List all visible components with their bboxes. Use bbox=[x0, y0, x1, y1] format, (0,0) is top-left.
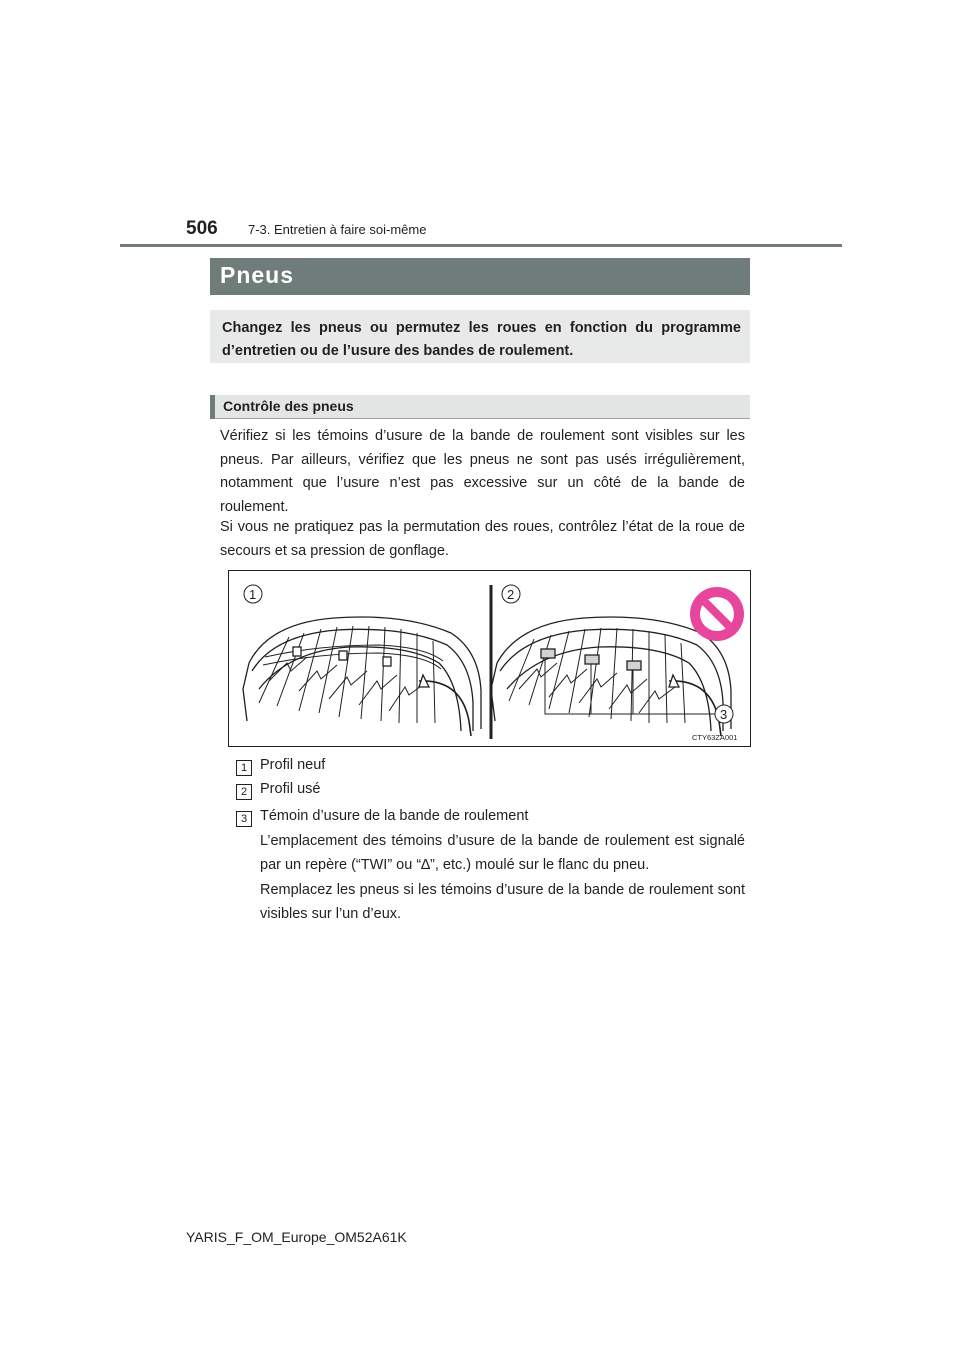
subsection-title: Contrôle des pneus bbox=[223, 398, 354, 414]
prohibition-icon bbox=[690, 587, 744, 641]
title-bar bbox=[210, 258, 750, 295]
subsection-accent bbox=[210, 395, 215, 419]
legend-label: Témoin d’usure de la bande de roulement bbox=[260, 808, 529, 824]
callout-2-label: 2 bbox=[507, 587, 515, 602]
legend-number: 3 bbox=[236, 811, 252, 827]
page-title: Pneus bbox=[220, 262, 295, 288]
legend-label: Profil usé bbox=[260, 781, 321, 797]
page-number: 506 bbox=[186, 218, 218, 239]
tire-diagram bbox=[229, 571, 750, 746]
callout-3-label: 3 bbox=[720, 707, 728, 722]
legend-number: 2 bbox=[236, 784, 252, 800]
replace-tires-text: Remplacez les pneus si les témoins d’usure de la bande de roulement sont visibles sur l’un d’eux. bbox=[260, 882, 745, 922]
paragraph-spare-tire: Si vous ne pratiquez pas la permutation des roues, contrôlez l’état de la roue de secours et sa pression de gonflage. bbox=[220, 519, 745, 559]
footer-doc-id: YARIS_F_OM_Europe_OM52A61K bbox=[186, 1229, 407, 1245]
paragraph-tire-check: Vérifiez si les témoins d’usure de la bande de roulement sont visibles sur les pneus. Par ailleurs, vérifiez que les pneus ne sont pas usés irrégulièrement, notamment que l’usure n’est pas excessive sur un côté de la bande de roulement. bbox=[220, 428, 745, 515]
legend-number: 1 bbox=[236, 760, 252, 776]
intro-box bbox=[210, 310, 750, 363]
callout-1-label: 1 bbox=[249, 587, 257, 602]
intro-text: Changez les pneus ou permutez les roues en fonction du programme d’entretien ou de l’usure des bandes de roulement. bbox=[222, 320, 741, 359]
worn-tread-tire bbox=[491, 617, 731, 736]
figure-code: CTY63ZA001 bbox=[692, 733, 738, 742]
new-tread-tire bbox=[243, 617, 481, 736]
subsection-bar bbox=[210, 395, 750, 419]
legend-label: Profil neuf bbox=[260, 757, 326, 773]
header-divider bbox=[120, 244, 842, 247]
twi-location-text: L’emplacement des témoins d’usure de la bande de roulement est signalé par un repère (“TWI” ou “∆”, etc.) moulé sur le flanc du pneu. bbox=[260, 833, 745, 873]
tire-illustration bbox=[228, 570, 751, 747]
section-heading: 7-3. Entretien à faire soi-même bbox=[248, 222, 427, 237]
